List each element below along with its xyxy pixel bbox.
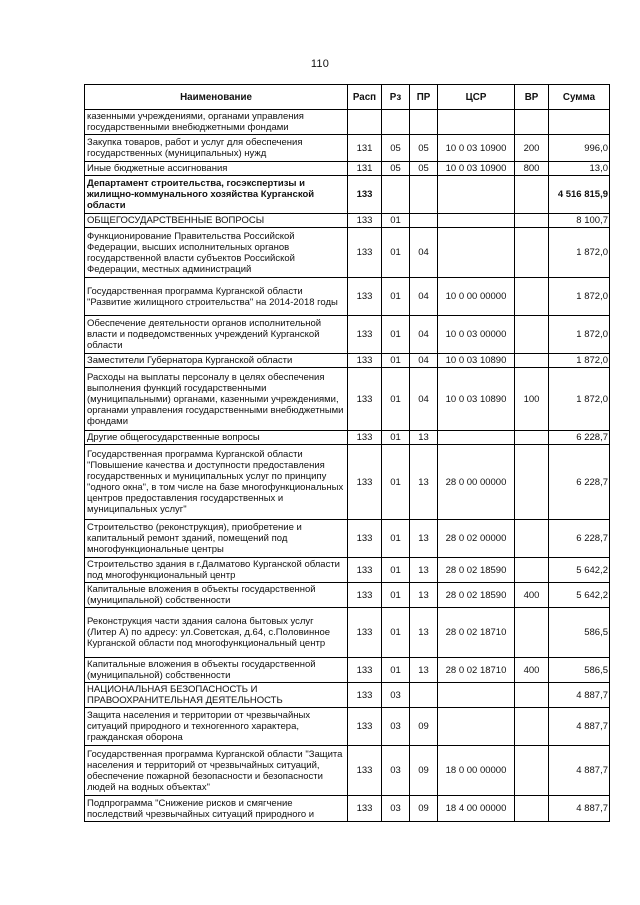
- cell-sum: 6 228,7: [549, 520, 610, 558]
- cell-rz: 03: [382, 683, 410, 708]
- cell-rasp: 133: [348, 608, 382, 658]
- table-row: [85, 110, 610, 135]
- cell-csr: 18 0 00 00000: [438, 746, 515, 796]
- cell-vr: [515, 354, 549, 368]
- cell-rasp: 133: [348, 431, 382, 445]
- cell-rz: 01: [382, 558, 410, 583]
- cell-rasp: 133: [348, 658, 382, 683]
- cell-csr: 28 0 00 00000: [438, 445, 515, 520]
- cell-sum: 1 872,0: [549, 316, 610, 354]
- cell-pr: 09: [410, 708, 438, 746]
- cell-rasp: 133: [348, 683, 382, 708]
- cell-vr: [515, 176, 549, 214]
- cell-pr: 04: [410, 354, 438, 368]
- cell-sum: 5 642,2: [549, 558, 610, 583]
- table-row: [85, 354, 610, 368]
- cell-rasp: 133: [348, 228, 382, 278]
- cell-vr: 200: [515, 135, 549, 162]
- cell-rz: [382, 176, 410, 214]
- cell-csr: 10 0 03 10900: [438, 135, 515, 162]
- cell-sum: 8 100,7: [549, 214, 610, 228]
- cell-name: Государственная программа Курганской области "Развитие жилищного строительства" на 2014-2018 годы: [85, 278, 348, 316]
- cell-name: Капитальные вложения в объекты государственной (муниципальной) собственности: [85, 583, 348, 608]
- cell-vr: 100: [515, 368, 549, 431]
- col-header-vr: ВР: [515, 85, 549, 110]
- cell-rz: 01: [382, 658, 410, 683]
- table-header-row: [85, 85, 610, 110]
- cell-rz: 01: [382, 316, 410, 354]
- cell-rasp: [348, 110, 382, 135]
- cell-name: казенными учреждениями, органами управления государственными внебюджетными фондами: [85, 110, 348, 135]
- cell-pr: 04: [410, 228, 438, 278]
- cell-name: Строительство (реконструкция), приобретение и капитальный ремонт зданий, помещений под многофункциональные центры: [85, 520, 348, 558]
- cell-name: Обеспечение деятельности органов исполнительной власти и подведомственных учреждений Курганской области: [85, 316, 348, 354]
- cell-rasp: 133: [348, 214, 382, 228]
- cell-pr: 04: [410, 368, 438, 431]
- col-header-sum: Сумма: [549, 85, 610, 110]
- cell-vr: [515, 316, 549, 354]
- cell-pr: 04: [410, 278, 438, 316]
- cell-pr: 05: [410, 135, 438, 162]
- cell-rz: 01: [382, 583, 410, 608]
- cell-name: НАЦИОНАЛЬНАЯ БЕЗОПАСНОСТЬ И ПРАВООХРАНИТЕЛЬНАЯ ДЕЯТЕЛЬНОСТЬ: [85, 683, 348, 708]
- cell-csr: [438, 176, 515, 214]
- cell-vr: [515, 431, 549, 445]
- cell-rasp: 133: [348, 176, 382, 214]
- page-number: 110: [310, 58, 330, 70]
- cell-sum: 4 516 815,9: [549, 176, 610, 214]
- budget-table: [84, 84, 610, 822]
- table-row: [85, 135, 610, 162]
- table-row: [85, 583, 610, 608]
- cell-pr: 04: [410, 316, 438, 354]
- cell-csr: 10 0 03 10890: [438, 368, 515, 431]
- cell-rz: 01: [382, 214, 410, 228]
- cell-vr: [515, 278, 549, 316]
- cell-sum: 5 642,2: [549, 583, 610, 608]
- col-header-csr: ЦСР: [438, 85, 515, 110]
- cell-vr: [515, 214, 549, 228]
- col-header-rz: Рз: [382, 85, 410, 110]
- cell-vr: 400: [515, 658, 549, 683]
- table-row: [85, 683, 610, 708]
- cell-rasp: 133: [348, 558, 382, 583]
- col-header-name: Наименование: [85, 85, 348, 110]
- table-row: [85, 228, 610, 278]
- cell-rasp: 133: [348, 445, 382, 520]
- table-row: [85, 658, 610, 683]
- cell-rasp: 133: [348, 708, 382, 746]
- cell-sum: 586,5: [549, 608, 610, 658]
- cell-rz: 01: [382, 608, 410, 658]
- cell-csr: 10 0 00 00000: [438, 278, 515, 316]
- cell-rasp: 133: [348, 368, 382, 431]
- cell-rz: 01: [382, 368, 410, 431]
- table-row: [85, 176, 610, 214]
- cell-rasp: 131: [348, 162, 382, 176]
- cell-vr: [515, 558, 549, 583]
- cell-csr: [438, 683, 515, 708]
- cell-csr: [438, 110, 515, 135]
- cell-rasp: 133: [348, 278, 382, 316]
- cell-csr: [438, 214, 515, 228]
- cell-pr: 05: [410, 162, 438, 176]
- cell-name: Реконструкция части здания салона бытовых услуг (Литер А) по адресу: ул.Советская, д.64, с.Половинное Курганской области под многофункциональный центр: [85, 608, 348, 658]
- table-row: [85, 431, 610, 445]
- cell-name: Закупка товаров, работ и услуг для обеспечения государственных (муниципальных) нужд: [85, 135, 348, 162]
- cell-rasp: 133: [348, 520, 382, 558]
- cell-sum: 1 872,0: [549, 228, 610, 278]
- cell-sum: 4 887,7: [549, 746, 610, 796]
- cell-rz: 05: [382, 135, 410, 162]
- cell-pr: 09: [410, 796, 438, 822]
- cell-csr: [438, 708, 515, 746]
- table-row: [85, 558, 610, 583]
- cell-sum: 13,0: [549, 162, 610, 176]
- table-row: [85, 278, 610, 316]
- cell-rz: 01: [382, 431, 410, 445]
- table-row: [85, 708, 610, 746]
- cell-csr: [438, 228, 515, 278]
- table-row: [85, 162, 610, 176]
- table-row: [85, 520, 610, 558]
- cell-csr: 10 0 03 10890: [438, 354, 515, 368]
- cell-rz: 03: [382, 708, 410, 746]
- cell-vr: [515, 746, 549, 796]
- cell-sum: 1 872,0: [549, 354, 610, 368]
- cell-sum: 4 887,7: [549, 683, 610, 708]
- cell-csr: 28 0 02 18590: [438, 583, 515, 608]
- cell-sum: 6 228,7: [549, 431, 610, 445]
- cell-vr: [515, 608, 549, 658]
- cell-csr: 18 4 00 00000: [438, 796, 515, 822]
- cell-name: Заместители Губернатора Курганской области: [85, 354, 348, 368]
- table-row: [85, 746, 610, 796]
- cell-csr: 10 0 03 00000: [438, 316, 515, 354]
- cell-name: Другие общегосударственные вопросы: [85, 431, 348, 445]
- cell-sum: 6 228,7: [549, 445, 610, 520]
- cell-sum: [549, 110, 610, 135]
- cell-name: Расходы на выплаты персоналу в целях обеспечения выполнения функций государственными (муниципальными) органами, казенными учреждениями, органами управления государственными внебюджетными фондами: [85, 368, 348, 431]
- cell-rz: 01: [382, 445, 410, 520]
- cell-csr: 10 0 03 10900: [438, 162, 515, 176]
- cell-sum: 4 887,7: [549, 796, 610, 822]
- cell-vr: [515, 110, 549, 135]
- cell-rasp: 133: [348, 583, 382, 608]
- cell-csr: 28 0 02 18710: [438, 608, 515, 658]
- cell-vr: [515, 445, 549, 520]
- cell-vr: 400: [515, 583, 549, 608]
- cell-rz: 01: [382, 278, 410, 316]
- cell-pr: [410, 683, 438, 708]
- cell-rasp: 131: [348, 135, 382, 162]
- cell-sum: 4 887,7: [549, 708, 610, 746]
- cell-name: Государственная программа Курганской области "Повышение качества и доступности предоставления государственных и муниципальных услуг по принципу "одного окна", в том числе на базе многофункциональных центров предоставления государственных и муниципальных услуг": [85, 445, 348, 520]
- cell-pr: 13: [410, 431, 438, 445]
- table-row: [85, 368, 610, 431]
- table-body: [85, 110, 610, 822]
- table-row: [85, 214, 610, 228]
- cell-name: Функционирование Правительства Российской Федерации, высших исполнительных органов государственной власти субъектов Российской Федерации, местных администраций: [85, 228, 348, 278]
- cell-pr: 13: [410, 583, 438, 608]
- cell-sum: 586,5: [549, 658, 610, 683]
- cell-pr: 13: [410, 520, 438, 558]
- cell-name: Подпрограмма "Снижение рисков и смягчение последствий чрезвычайных ситуаций природного и: [85, 796, 348, 822]
- cell-csr: 28 0 02 18590: [438, 558, 515, 583]
- cell-rz: 03: [382, 746, 410, 796]
- table-row: [85, 796, 610, 822]
- cell-csr: 28 0 02 18710: [438, 658, 515, 683]
- cell-sum: 996,0: [549, 135, 610, 162]
- cell-rasp: 133: [348, 796, 382, 822]
- cell-vr: 800: [515, 162, 549, 176]
- cell-pr: 13: [410, 558, 438, 583]
- cell-vr: [515, 796, 549, 822]
- cell-vr: [515, 228, 549, 278]
- cell-csr: [438, 431, 515, 445]
- cell-pr: 13: [410, 445, 438, 520]
- cell-name: Иные бюджетные ассигнования: [85, 162, 348, 176]
- cell-rz: 01: [382, 520, 410, 558]
- cell-sum: 1 872,0: [549, 368, 610, 431]
- cell-rasp: 133: [348, 354, 382, 368]
- cell-rasp: 133: [348, 746, 382, 796]
- cell-vr: [515, 708, 549, 746]
- table-row: [85, 445, 610, 520]
- cell-rz: 03: [382, 796, 410, 822]
- col-header-pr: ПР: [410, 85, 438, 110]
- cell-pr: 13: [410, 658, 438, 683]
- cell-rz: 01: [382, 354, 410, 368]
- cell-pr: 09: [410, 746, 438, 796]
- table-row: [85, 316, 610, 354]
- cell-pr: 13: [410, 608, 438, 658]
- cell-name: Департамент строительства, госэкспертизы и жилищно-коммунального хозяйства Курганской области: [85, 176, 348, 214]
- cell-name: Строительство здания в г.Далматово Курганской области под многофункциональный центр: [85, 558, 348, 583]
- cell-name: Государственная программа Курганской области "Защита населения и территорий от чрезвычайных ситуаций, обеспечение пожарной безопасности и безопасности людей на водных объектах": [85, 746, 348, 796]
- cell-pr: [410, 176, 438, 214]
- cell-vr: [515, 520, 549, 558]
- cell-rz: [382, 110, 410, 135]
- cell-vr: [515, 683, 549, 708]
- cell-name: Защита населения и территории от чрезвычайных ситуаций природного и техногенного характера, гражданская оборона: [85, 708, 348, 746]
- cell-rz: 01: [382, 228, 410, 278]
- table-row: [85, 608, 610, 658]
- cell-sum: 1 872,0: [549, 278, 610, 316]
- cell-name: ОБЩЕГОСУДАРСТВЕННЫЕ ВОПРОСЫ: [85, 214, 348, 228]
- col-header-rasp: Расп: [348, 85, 382, 110]
- cell-pr: [410, 214, 438, 228]
- cell-pr: [410, 110, 438, 135]
- cell-name: Капитальные вложения в объекты государственной (муниципальной) собственности: [85, 658, 348, 683]
- cell-rz: 05: [382, 162, 410, 176]
- cell-csr: 28 0 02 00000: [438, 520, 515, 558]
- cell-rasp: 133: [348, 316, 382, 354]
